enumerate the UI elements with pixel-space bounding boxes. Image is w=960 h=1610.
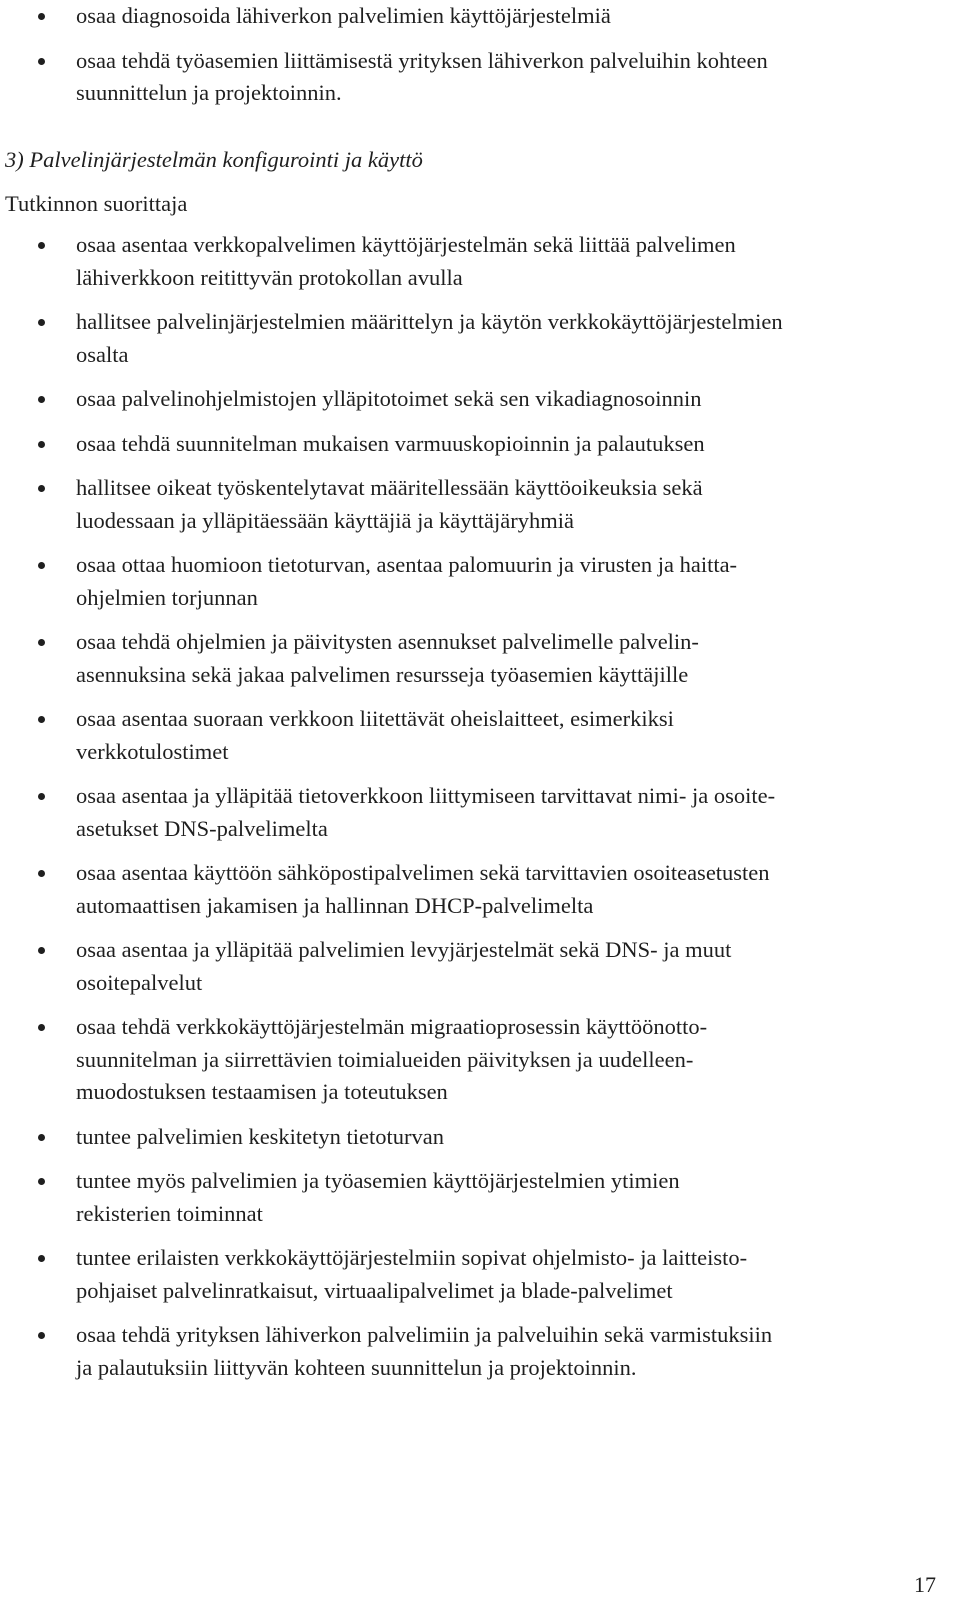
- list-item: [0, 1319, 900, 1384]
- bullet-icon: [38, 562, 45, 569]
- list-item-text: osaa diagnosoida lähiverkon palvelimien käyttöjärjestelmiä: [76, 3, 611, 28]
- competence-bullet-list: [0, 229, 900, 1396]
- list-item-text: osaa asentaa ja ylläpitää tietoverkkoon liittymiseen tarvittavat nimi- ja osoite- asetukset DNS-palvelimelta: [76, 783, 776, 841]
- list-item: [0, 0, 900, 33]
- bullet-icon: [38, 870, 45, 877]
- list-item: [0, 45, 900, 110]
- list-item: [0, 306, 900, 371]
- list-item-text: tuntee palvelimien keskitetyn tietoturvan: [76, 1123, 445, 1149]
- list-item-text: tuntee erilaisten verkkokäyttöjärjestelmiin sopivat ohjelmisto- ja laitteisto- pohjaiset palvelinratkaisut, virtuaalipalvelimet ja blade-palvelimet: [76, 1245, 748, 1303]
- list-item-text: osaa asentaa ja ylläpitää palvelimien levyjärjestelmät sekä DNS- ja muut osoitepalvelut: [76, 937, 732, 995]
- bullet-icon: [38, 1178, 45, 1185]
- list-item: [0, 780, 900, 845]
- page-number: 17: [914, 1572, 936, 1597]
- bullet-icon: [38, 793, 45, 800]
- bullet-icon: [38, 441, 45, 448]
- list-item: [0, 428, 900, 461]
- list-item: [0, 1121, 900, 1154]
- list-item: [0, 626, 900, 691]
- bullet-icon: [38, 58, 45, 65]
- bullet-icon: [38, 1024, 45, 1031]
- bullet-icon: [38, 319, 45, 326]
- list-item: [0, 703, 900, 768]
- list-item: [0, 1242, 900, 1307]
- list-item: [0, 549, 900, 614]
- list-item: [0, 934, 900, 999]
- list-item: [0, 1165, 900, 1230]
- bullet-icon: [38, 716, 45, 723]
- list-item-text: tuntee myös palvelimien ja työasemien käyttöjärjestelmien ytimien rekisterien toiminnat: [76, 1168, 680, 1226]
- list-item-text: osaa palvelinohjelmistojen ylläpitotoimet sekä sen vikadiagnosoinnin: [76, 386, 702, 411]
- list-item: [0, 857, 900, 922]
- list-item-text: osaa tehdä verkkokäyttöjärjestelmän migraatioprosessin käyttöönotto- suunnitelman ja siirrettävien toimialueiden päivityksen ja uudelleen- muodostuksen testaamisen ja toteutuksen: [76, 1014, 708, 1104]
- bullet-icon: [38, 396, 45, 403]
- list-item-text: osaa tehdä työasemien liittämisestä yrityksen lähiverkon palveluihin kohteen suunnittelun ja projektoinnin.: [76, 47, 768, 105]
- list-item: [0, 229, 900, 294]
- list-item: [0, 472, 900, 537]
- bullet-icon: [38, 947, 45, 954]
- bullet-icon: [38, 1332, 45, 1339]
- list-item-text: hallitsee oikeat työskentelytavat määritellessään käyttöoikeuksia sekä luodessaan ja ylläpitäessään käyttäjiä ja käyttäjäryhmiä: [76, 475, 703, 533]
- bullet-icon: [38, 1255, 45, 1262]
- bullet-icon: [38, 639, 45, 646]
- list-item-text: osaa asentaa verkkopalvelimen käyttöjärjestelmän sekä liittää palvelimen lähiverkkoon reitittyvän protokollan avulla: [76, 232, 736, 290]
- bullet-icon: [38, 242, 45, 249]
- list-item-text: osaa asentaa käyttöön sähköpostipalvelimen sekä tarvittavien osoiteasetusten automaattisen jakamisen ja hallinnan DHCP-palvelimelta: [76, 860, 770, 918]
- list-item-text: osaa ottaa huomioon tietoturvan, asentaa palomuurin ja virusten ja haitta- ohjelmien torjunnan: [76, 552, 738, 610]
- list-item-text: hallitsee palvelinjärjestelmien määrittelyn ja käytön verkkokäyttöjärjestelmien osalta: [76, 309, 783, 367]
- bullet-icon: [38, 485, 45, 492]
- list-item-text: osaa tehdä suunnitelman mukaisen varmuuskopioinnin ja palautuksen: [76, 430, 705, 456]
- continued-bullet-list: [0, 0, 900, 122]
- bullet-icon: [38, 1134, 45, 1141]
- bullet-icon: [38, 13, 45, 20]
- section-subheading: Tutkinnon suorittaja: [5, 191, 188, 216]
- list-item-text: osaa tehdä ohjelmien ja päivitysten asennukset palvelimelle palvelin- asennuksina sekä jakaa palvelimen resursseja työasemien käyttäjille: [76, 629, 699, 687]
- list-item-text: osaa tehdä yrityksen lähiverkon palvelimiin ja palveluihin sekä varmistuksiin ja palautuksiin liittyvän kohteen suunnittelun ja projektoinnin.: [76, 1322, 773, 1380]
- list-item-text: osaa asentaa suoraan verkkoon liitettävät oheislaitteet, esimerkiksi verkkotulostimet: [76, 706, 674, 764]
- list-item: [0, 383, 900, 416]
- section-heading: 3) Palvelinjärjestelmän konfigurointi ja käyttö: [5, 147, 423, 172]
- list-item: [0, 1011, 900, 1109]
